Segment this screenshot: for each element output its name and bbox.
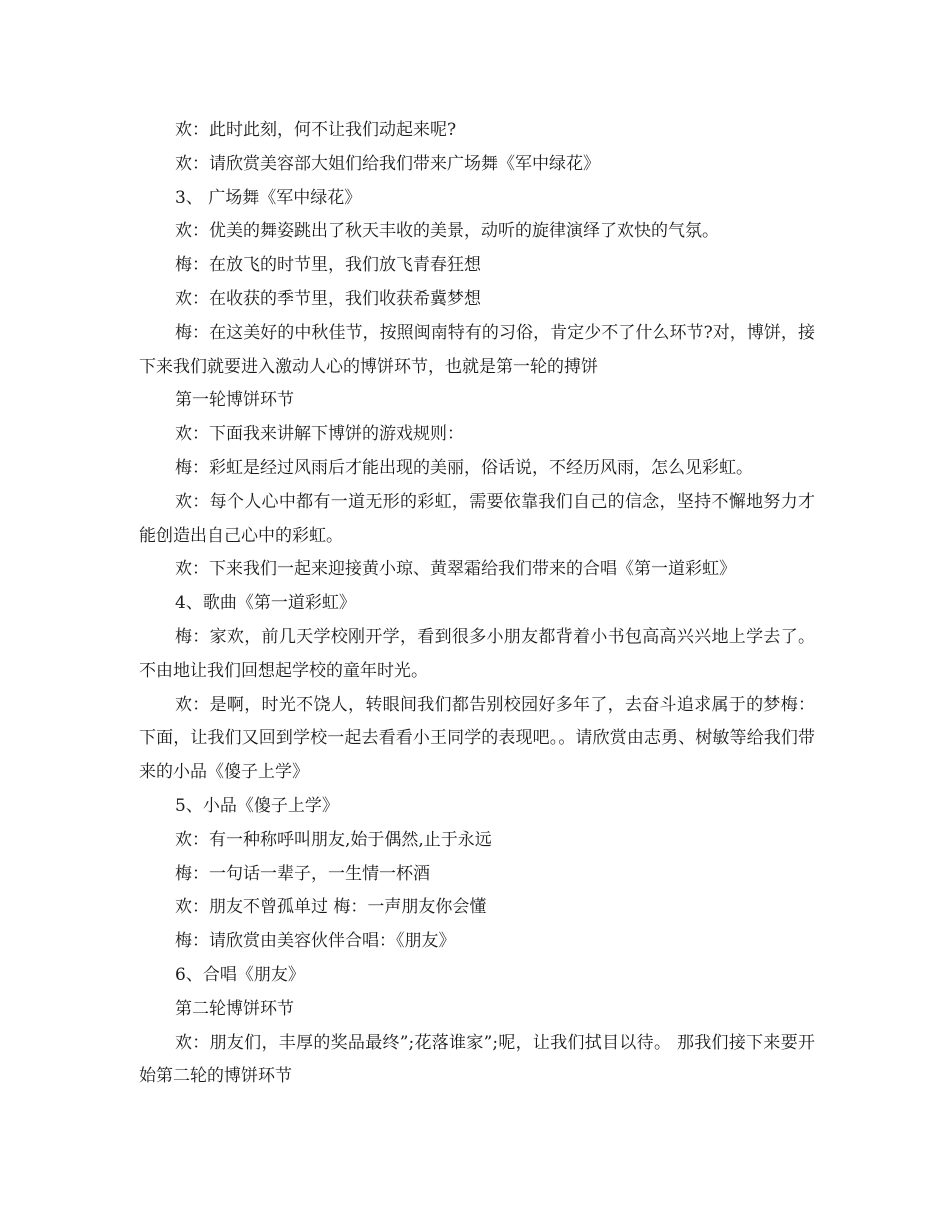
paragraph: 欢：朋友不曾孤单过 梅：一声朋友你会懂 bbox=[175, 897, 487, 918]
document-body bbox=[139, 114, 815, 1094]
paragraph: 欢：是啊，时光不饶人，转眼间我们都告别校园好多年了，去奋斗追求属于的梦梅：下面，让我们又回到学校一起去看看小王同学的表现吧。。请欣赏由志勇、树敏等给我们带来的小品《傻子上学》 bbox=[139, 694, 815, 783]
section-heading: 第一轮博饼环节 bbox=[175, 390, 294, 411]
paragraph: 梅：在这美好的中秋佳节，按照闽南特有的习俗，肯定少不了什么环节?对，博饼，接下来我们就要进入激动人心的博饼环节，也就是第一轮的搏饼 bbox=[139, 322, 815, 377]
paragraph: 梅：一句话一辈子，一生情一杯酒 bbox=[175, 863, 430, 884]
paragraph: 梅：彩虹是经过风雨后才能出现的美丽，俗话说，不经历风雨，怎么见彩虹。 bbox=[175, 457, 753, 478]
paragraph: 欢：下面我来讲解下博饼的游戏规则： bbox=[175, 424, 464, 445]
section-heading: 第二轮博饼环节 bbox=[175, 998, 294, 1019]
paragraph: 梅：请欣赏由美容伙伴合唱：《朋友》 bbox=[175, 931, 456, 952]
paragraph: 欢：下来我们一起来迎接黄小琼、黄翠霜给我们带来的合唱《第一道彩虹》 bbox=[175, 559, 736, 580]
section-heading: 4、歌曲《第一道彩虹》 bbox=[175, 593, 356, 614]
section-heading: 6、合唱《朋友》 bbox=[175, 964, 305, 985]
paragraph: 欢：每个人心中都有一道无形的彩虹，需要依靠我们自己的信念，坚持不懈地努力才能创造出自己心中的彩虹。 bbox=[139, 491, 815, 546]
paragraph: 欢：有一种称呼叫朋友,始于偶然,止于永远 bbox=[175, 829, 492, 850]
section-heading: 5、小品《傻子上学》 bbox=[175, 795, 339, 816]
paragraph: 欢：请欣赏美容部大姐们给我们带来广场舞《军中绿花》 bbox=[175, 153, 600, 174]
section-heading: 3、 广场舞《军中绿花》 bbox=[175, 187, 362, 208]
paragraph: 欢：朋友们，丰厚的奖品最终”;花落谁家”;呢，让我们拭目以待。 那我们接下来要开始第二轮的博饼环节 bbox=[139, 1032, 815, 1087]
paragraph: 欢：在收获的季节里，我们收获希冀梦想 bbox=[175, 288, 481, 309]
paragraph: 欢：优美的舞姿跳出了秋天丰收的美景，动听的旋律演绎了欢快的气氛。 bbox=[175, 221, 719, 242]
paragraph: 欢：此时此刻，何不让我们动起来呢? bbox=[175, 120, 457, 140]
paragraph: 梅：家欢，前几天学校刚开学，看到很多小朋友都背着小书包高高兴兴地上学去了。不由地让我们回想起学校的童年时光。 bbox=[139, 626, 815, 681]
paragraph: 梅：在放飞的时节里，我们放飞青春狂想 bbox=[175, 255, 481, 276]
